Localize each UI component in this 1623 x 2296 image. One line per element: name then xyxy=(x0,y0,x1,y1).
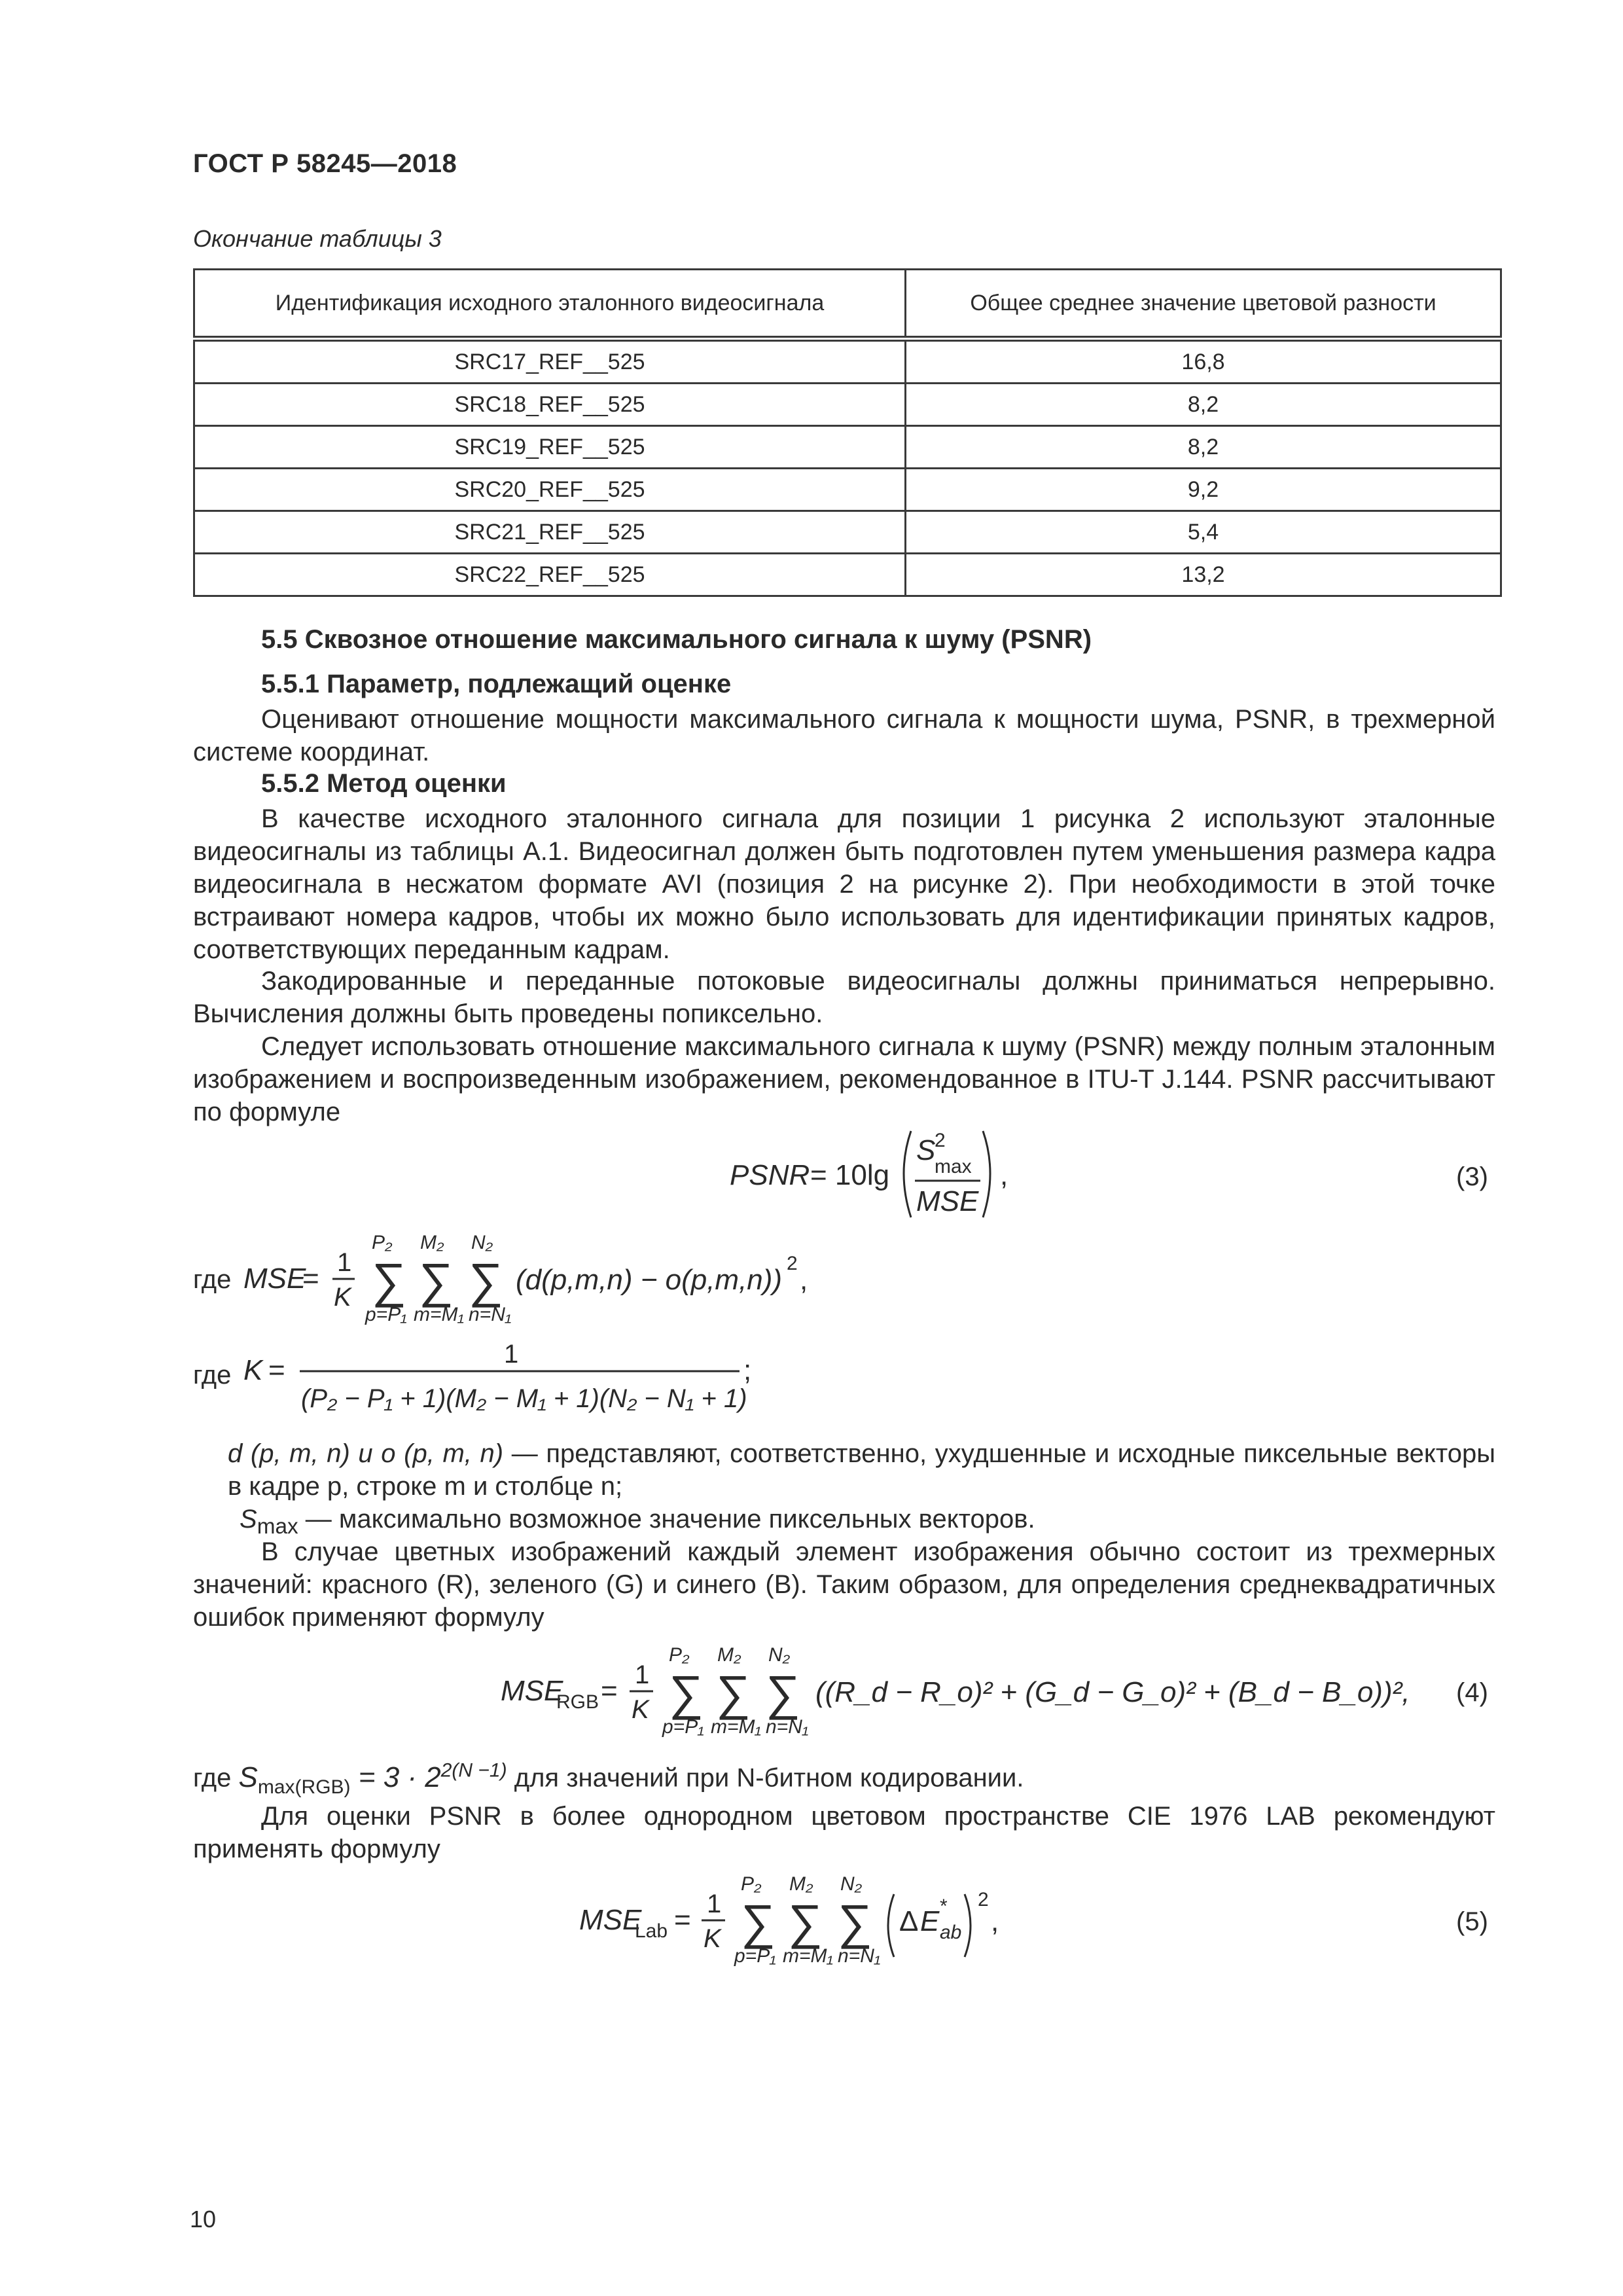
cell-value: 13,2 xyxy=(906,554,1501,596)
table-row xyxy=(194,384,1501,426)
svg-text:n=N₁: n=N₁ xyxy=(766,1716,809,1738)
svg-text:(P₂ − P₁ + 1)(M₂ − M₁ + 1)(N₂: (P₂ − P₁ + 1)(M₂ − M₁ + 1)(N₂ − N₁ + 1) xyxy=(301,1384,747,1413)
cell-value: 8,2 xyxy=(906,426,1501,469)
svg-text:E: E xyxy=(920,1905,940,1937)
cell-value: 9,2 xyxy=(906,469,1501,511)
svg-text:Δ: Δ xyxy=(899,1905,919,1937)
equation-number-4: (4) xyxy=(1456,1678,1488,1707)
svg-text:1: 1 xyxy=(504,1340,519,1369)
svg-text:;: ; xyxy=(743,1354,752,1386)
cell-source: SRC22_REF__525 xyxy=(194,554,906,596)
subsection-heading-5-5-2: 5.5.2 Метод оценки xyxy=(261,769,507,798)
svg-text:2: 2 xyxy=(935,1130,946,1151)
svg-text:,: , xyxy=(991,1905,999,1937)
svg-text:p=P₁: p=P₁ xyxy=(365,1304,407,1325)
paragraph-color-images: В случае цветных изображений каждый элемент изображения обычно состоит из трехмерных значений: красного (R), зеленого (G) и синего (B). Таким образом, для определения среднеквадратичных ошибок применяют формулу xyxy=(193,1537,1495,1632)
svg-text:m=M₁: m=M₁ xyxy=(414,1304,464,1325)
table-header-row xyxy=(194,270,1501,339)
paragraph-method-3: Следует использовать отношение максимального сигнала к шуму (PSNR) между полным эталонным изображением и воспроизведенным изображением, рекомендованное в ITU-T J.144. PSNR рассчитывают по формуле xyxy=(193,1032,1495,1126)
equation-mse-lab xyxy=(576,1872,1073,1970)
cell-value: 8,2 xyxy=(906,384,1501,426)
svg-text:1: 1 xyxy=(707,1890,722,1918)
subsection-heading-5-5-1: 5.5.1 Параметр, подлежащий оценке xyxy=(261,670,732,698)
svg-text:MSE: MSE xyxy=(916,1185,979,1217)
svg-text:∑: ∑ xyxy=(419,1253,454,1308)
table-row xyxy=(194,339,1501,384)
svg-text:2: 2 xyxy=(978,1889,989,1910)
svg-text:MSE: MSE xyxy=(579,1904,642,1936)
where-label-smax-rgb: где xyxy=(193,1763,232,1793)
definition-d-o-text: представляют, соответственно, ухудшенные и исходные пиксельные векторы в кадре p, строке m и столбце n; xyxy=(228,1439,1495,1501)
svg-text:K: K xyxy=(334,1283,351,1312)
paragraph-cie-lab: Для оценки PSNR в более однородном цветовом пространстве CIE 1976 LAB рекомендуют применять формулу xyxy=(193,1802,1495,1863)
cell-source: SRC18_REF__525 xyxy=(194,384,906,426)
svg-text:M₂: M₂ xyxy=(789,1873,813,1895)
svg-text:M₂: M₂ xyxy=(420,1232,444,1253)
svg-text:N₂: N₂ xyxy=(768,1644,791,1666)
definition-smax-term: S xyxy=(240,1505,257,1534)
definition-d-o-term: d (p, m, n) и o (p, m, n) xyxy=(228,1439,504,1468)
table-row xyxy=(194,554,1501,596)
col-header-source-id: Идентификация исходного эталонного видеосигнала xyxy=(194,270,906,339)
svg-text:*: * xyxy=(940,1895,948,1917)
svg-text:∑: ∑ xyxy=(716,1666,751,1720)
equation-number-5: (5) xyxy=(1456,1907,1488,1936)
paragraph-5-5-1: Оценивают отношение мощности максимального сигнала к мощности шума, PSNR, в трехмерной системе координат. xyxy=(193,705,1495,766)
svg-text:PSNR: PSNR xyxy=(730,1159,810,1191)
svg-text:1: 1 xyxy=(337,1248,352,1277)
svg-text:P₂: P₂ xyxy=(372,1232,393,1253)
definition-smax-text: максимально возможное значение пиксельных векторов. xyxy=(338,1505,1035,1534)
svg-text:P₂: P₂ xyxy=(669,1644,690,1666)
equation-mse xyxy=(242,1230,831,1329)
svg-text:1: 1 xyxy=(635,1660,650,1689)
equation-psnr xyxy=(720,1119,1047,1227)
where-label-k: где xyxy=(193,1361,232,1390)
svg-text:∑: ∑ xyxy=(788,1895,823,1949)
paragraph-method-2: Закодированные и переданные потоковые видеосигналы должны приниматься непрерывно. Вычисления должны быть проведены попиксельно. xyxy=(193,967,1495,1028)
table-caption: Окончание таблицы 3 xyxy=(193,225,442,252)
cell-source: SRC17_REF__525 xyxy=(194,339,906,384)
svg-text:∑: ∑ xyxy=(838,1895,872,1949)
cell-source: SRC21_REF__525 xyxy=(194,511,906,554)
svg-text:M₂: M₂ xyxy=(717,1644,741,1666)
svg-text:m=M₁: m=M₁ xyxy=(783,1945,833,1967)
svg-text:,: , xyxy=(800,1264,808,1296)
svg-text:∑: ∑ xyxy=(741,1895,776,1949)
section-heading-5-5: 5.5 Сквозное отношение максимального сигнала к шуму (PSNR) xyxy=(261,625,1092,654)
svg-text:∑: ∑ xyxy=(469,1253,503,1308)
svg-text:K: K xyxy=(632,1695,649,1724)
color-difference-table xyxy=(193,268,1502,597)
svg-text:((R_d − R_o)² + (G_d − G_o)² +: ((R_d − R_o)² + (G_d − G_o)² + (B_d − B_o))², xyxy=(815,1676,1410,1708)
definition-smax: $S_{max}$ — максимально возможное значение пиксельных векторов. xyxy=(240,1505,1035,1539)
svg-text:S: S xyxy=(916,1134,936,1166)
svg-text:MSE: MSE xyxy=(501,1675,563,1707)
cell-value: 5,4 xyxy=(906,511,1501,554)
svg-text:=: = xyxy=(674,1904,691,1936)
smax-rgb-formula: $S_{max(RGB)} = 3 \cdot 2^{2(N -1)}$ xyxy=(238,1759,507,1798)
svg-text:K: K xyxy=(243,1354,263,1386)
equation-number-3: (3) xyxy=(1456,1162,1488,1191)
definition-d-o: d (p, m, n) и o (p, m, n) — представляют, соответственно, ухудшенные и исходные пиксельные векторы в кадре p, строке m и столбце n; xyxy=(228,1439,1495,1501)
svg-text:,: , xyxy=(1000,1159,1008,1191)
smax-rgb-text: для значений при N-битном кодировании. xyxy=(514,1763,1024,1793)
col-header-mean-difference: Общее среднее значение цветовой разности xyxy=(906,270,1501,339)
equation-mse-rgb xyxy=(497,1643,1410,1741)
cell-source: SRC20_REF__525 xyxy=(194,469,906,511)
where-label-mse: где xyxy=(193,1265,232,1294)
svg-text:MSE: MSE xyxy=(243,1263,306,1295)
svg-text:p=P₁: p=P₁ xyxy=(734,1945,776,1967)
svg-text:∑: ∑ xyxy=(372,1253,406,1308)
svg-text:N₂: N₂ xyxy=(840,1873,863,1895)
svg-text:ab: ab xyxy=(940,1922,962,1943)
svg-text:n=N₁: n=N₁ xyxy=(469,1304,512,1325)
table-row xyxy=(194,511,1501,554)
svg-text:=: = xyxy=(302,1263,319,1295)
table-row xyxy=(194,469,1501,511)
svg-text:=: = xyxy=(601,1675,618,1707)
svg-text:=: = xyxy=(268,1354,285,1386)
svg-text:Lab: Lab xyxy=(635,1920,668,1942)
cell-value: 16,8 xyxy=(906,339,1501,384)
paragraph-method-1: В качестве исходного эталонного сигнала для позиции 1 рисунка 2 используют эталонные видеосигналы из таблицы А.1. Видеосигнал должен быть подготовлен путем уменьшения размера кадра видеосигнала в несжатом формате AVI (позиция 2 на рисунке 2). При необходимости в этой точке встраивают номера кадров, чтобы их можно было использовать для идентификации принятых кадров, соответствующих переданным кадрам. xyxy=(193,804,1495,964)
svg-text:n=N₁: n=N₁ xyxy=(838,1945,881,1967)
document-id: ГОСТ Р 58245—2018 xyxy=(193,149,457,178)
svg-text:m=M₁: m=M₁ xyxy=(711,1716,761,1738)
svg-text:2: 2 xyxy=(787,1253,798,1274)
smax-rgb-line xyxy=(193,1754,1024,1803)
svg-text:K: K xyxy=(704,1924,721,1953)
table-row xyxy=(194,426,1501,469)
svg-text:N₂: N₂ xyxy=(471,1232,493,1253)
svg-text:p=P₁: p=P₁ xyxy=(662,1716,704,1738)
equation-k xyxy=(242,1335,766,1420)
svg-text:RGB: RGB xyxy=(556,1691,599,1713)
svg-text:(d(p,m,n) − o(p,m,n)): (d(p,m,n) − o(p,m,n)) xyxy=(516,1264,783,1296)
svg-text:P₂: P₂ xyxy=(741,1873,762,1895)
page-number: 10 xyxy=(190,2206,217,2233)
svg-text:∑: ∑ xyxy=(766,1666,800,1720)
svg-text:max: max xyxy=(935,1156,972,1177)
cell-source: SRC19_REF__525 xyxy=(194,426,906,469)
svg-text:= 10lg: = 10lg xyxy=(810,1159,890,1191)
svg-text:∑: ∑ xyxy=(669,1666,704,1720)
definition-smax-subscript: max xyxy=(257,1515,298,1539)
